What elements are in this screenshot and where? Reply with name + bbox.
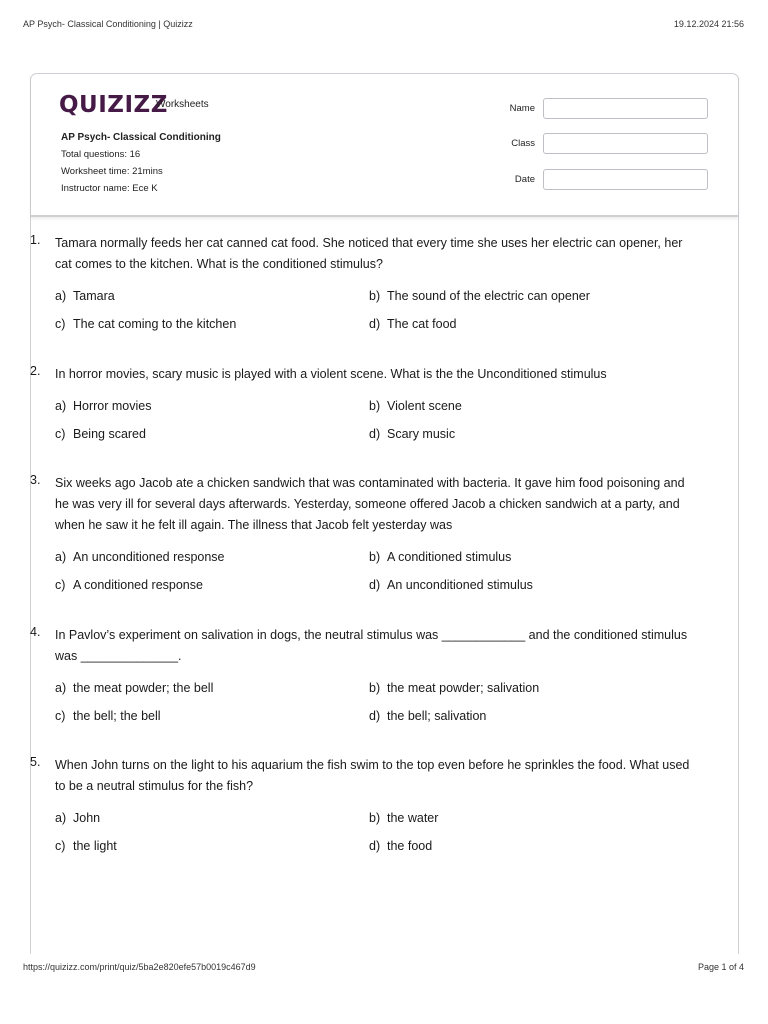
option-text: the food bbox=[387, 839, 433, 853]
option-a bbox=[55, 547, 369, 568]
option-text: the water bbox=[387, 811, 439, 825]
worksheet-header bbox=[31, 74, 738, 217]
option-d bbox=[369, 424, 669, 445]
option-c bbox=[55, 314, 369, 335]
name-field[interactable] bbox=[543, 98, 708, 119]
option-letter: b) bbox=[369, 681, 381, 695]
question-text: Six weeks ago Jacob ate a chicken sandwich that was contaminated with bacteria. It gave him food poisoning and he was very ill for several days afterwards. Yesterday, someone offered Jacob a chicken sandwich at a party, and when he saw it he felt ill again. The illness that Jacob felt yesterday was bbox=[55, 476, 685, 532]
date-field-row bbox=[499, 169, 708, 190]
question-text: Tamara normally feeds her cat canned cat food. She noticed that every time she uses her electric can opener, her cat comes to the kitchen. What is the conditioned stimulus? bbox=[55, 236, 683, 271]
question-1 bbox=[30, 233, 690, 335]
option-letter: a) bbox=[55, 550, 67, 564]
option-letter: d) bbox=[369, 317, 381, 331]
name-field-row bbox=[499, 98, 708, 119]
question-text: In horror movies, scary music is played with a violent scene. What is the the Unconditioned stimulus bbox=[55, 367, 607, 381]
option-letter: b) bbox=[369, 289, 381, 303]
option-c bbox=[55, 575, 369, 596]
option-text: The cat coming to the kitchen bbox=[73, 317, 237, 331]
question-number: 3. bbox=[30, 473, 41, 487]
option-text: the meat powder; the bell bbox=[73, 681, 214, 695]
option-text: Being scared bbox=[73, 427, 146, 441]
option-d bbox=[369, 314, 669, 335]
total-questions: Total questions: 16 bbox=[61, 149, 141, 160]
option-letter: d) bbox=[369, 427, 381, 441]
question-text: In Pavlov’s experiment on salivation in dogs, the neutral stimulus was ____________ and the conditioned stimulus was ______________. bbox=[55, 628, 688, 663]
date-label: Date bbox=[514, 174, 535, 185]
option-letter: c) bbox=[55, 709, 66, 723]
option-letter: a) bbox=[55, 289, 67, 303]
option-d bbox=[369, 836, 669, 857]
option-letter: d) bbox=[369, 578, 381, 592]
worksheet-meta bbox=[61, 129, 221, 197]
option-a bbox=[55, 678, 369, 699]
option-text: Tamara bbox=[73, 289, 115, 303]
option-a bbox=[55, 396, 369, 417]
question-number: 4. bbox=[30, 625, 41, 639]
options bbox=[55, 286, 690, 335]
option-a bbox=[55, 286, 369, 307]
option-c bbox=[55, 424, 369, 445]
option-text: the bell; salivation bbox=[387, 709, 487, 723]
option-letter: c) bbox=[55, 317, 66, 331]
option-c bbox=[55, 706, 369, 727]
print-datetime: 19.12.2024 21:56 bbox=[673, 19, 744, 29]
print-url: https://quizizz.com/print/quiz/5ba2e820efe57b0019c467d9 bbox=[23, 962, 256, 972]
options bbox=[55, 678, 690, 727]
option-b bbox=[369, 286, 669, 307]
option-text: Horror movies bbox=[73, 399, 152, 413]
print-footer bbox=[23, 962, 744, 972]
page-number: Page 1 of 4 bbox=[697, 962, 744, 972]
worksheet-time: Worksheet time: 21mins bbox=[61, 166, 163, 177]
option-text: An unconditioned response bbox=[73, 550, 225, 564]
option-text: the bell; the bell bbox=[73, 709, 161, 723]
question-text: When John turns on the light to his aquarium the fish swim to the top even before he sprinkles the food. What used to be a neutral stimulus for the fish? bbox=[55, 758, 690, 793]
option-a bbox=[55, 808, 369, 829]
option-text: the light bbox=[73, 839, 117, 853]
option-letter: b) bbox=[369, 811, 381, 825]
date-field[interactable] bbox=[543, 169, 708, 190]
options bbox=[55, 808, 690, 857]
option-text: John bbox=[73, 811, 101, 825]
question-number: 2. bbox=[30, 364, 41, 378]
option-letter: c) bbox=[55, 427, 66, 441]
class-field-row bbox=[499, 133, 708, 154]
option-letter: a) bbox=[55, 681, 67, 695]
options bbox=[55, 547, 690, 596]
option-d bbox=[369, 706, 669, 727]
name-label: Name bbox=[509, 103, 535, 114]
print-title: AP Psych- Classical Conditioning | Quizizz bbox=[23, 19, 193, 29]
option-letter: a) bbox=[55, 399, 67, 413]
option-text: the meat powder; salivation bbox=[387, 681, 540, 695]
option-letter: b) bbox=[369, 399, 381, 413]
question-5 bbox=[30, 755, 690, 857]
option-letter: a) bbox=[55, 811, 67, 825]
instructor-name: Instructor name: Ece K bbox=[61, 183, 158, 194]
question-2 bbox=[30, 364, 690, 445]
class-label: Class bbox=[511, 138, 535, 149]
option-text: An unconditioned stimulus bbox=[387, 578, 533, 592]
option-letter: c) bbox=[55, 578, 66, 592]
option-text: The cat food bbox=[387, 317, 457, 331]
option-letter: d) bbox=[369, 839, 381, 853]
option-b bbox=[369, 547, 669, 568]
quizizz-logo: QUIZIZZ bbox=[59, 92, 168, 118]
option-text: The sound of the electric can opener bbox=[387, 289, 590, 303]
option-b bbox=[369, 396, 669, 417]
class-field[interactable] bbox=[543, 133, 708, 154]
question-number: 5. bbox=[30, 755, 41, 769]
options bbox=[55, 396, 690, 445]
logo-subtitle: Worksheets bbox=[156, 99, 209, 110]
option-text: A conditioned response bbox=[73, 578, 203, 592]
option-letter: d) bbox=[369, 709, 381, 723]
option-text: A conditioned stimulus bbox=[387, 550, 512, 564]
worksheet-title: AP Psych- Classical Conditioning bbox=[61, 132, 221, 143]
option-letter: b) bbox=[369, 550, 381, 564]
question-number: 1. bbox=[30, 233, 41, 247]
option-text: Scary music bbox=[387, 427, 456, 441]
option-letter: c) bbox=[55, 839, 66, 853]
question-4 bbox=[30, 625, 690, 727]
option-c bbox=[55, 836, 369, 857]
print-header bbox=[23, 19, 744, 29]
option-b bbox=[369, 808, 669, 829]
option-d bbox=[369, 575, 669, 596]
option-text: Violent scene bbox=[387, 399, 462, 413]
option-b bbox=[369, 678, 669, 699]
question-3 bbox=[30, 473, 690, 596]
